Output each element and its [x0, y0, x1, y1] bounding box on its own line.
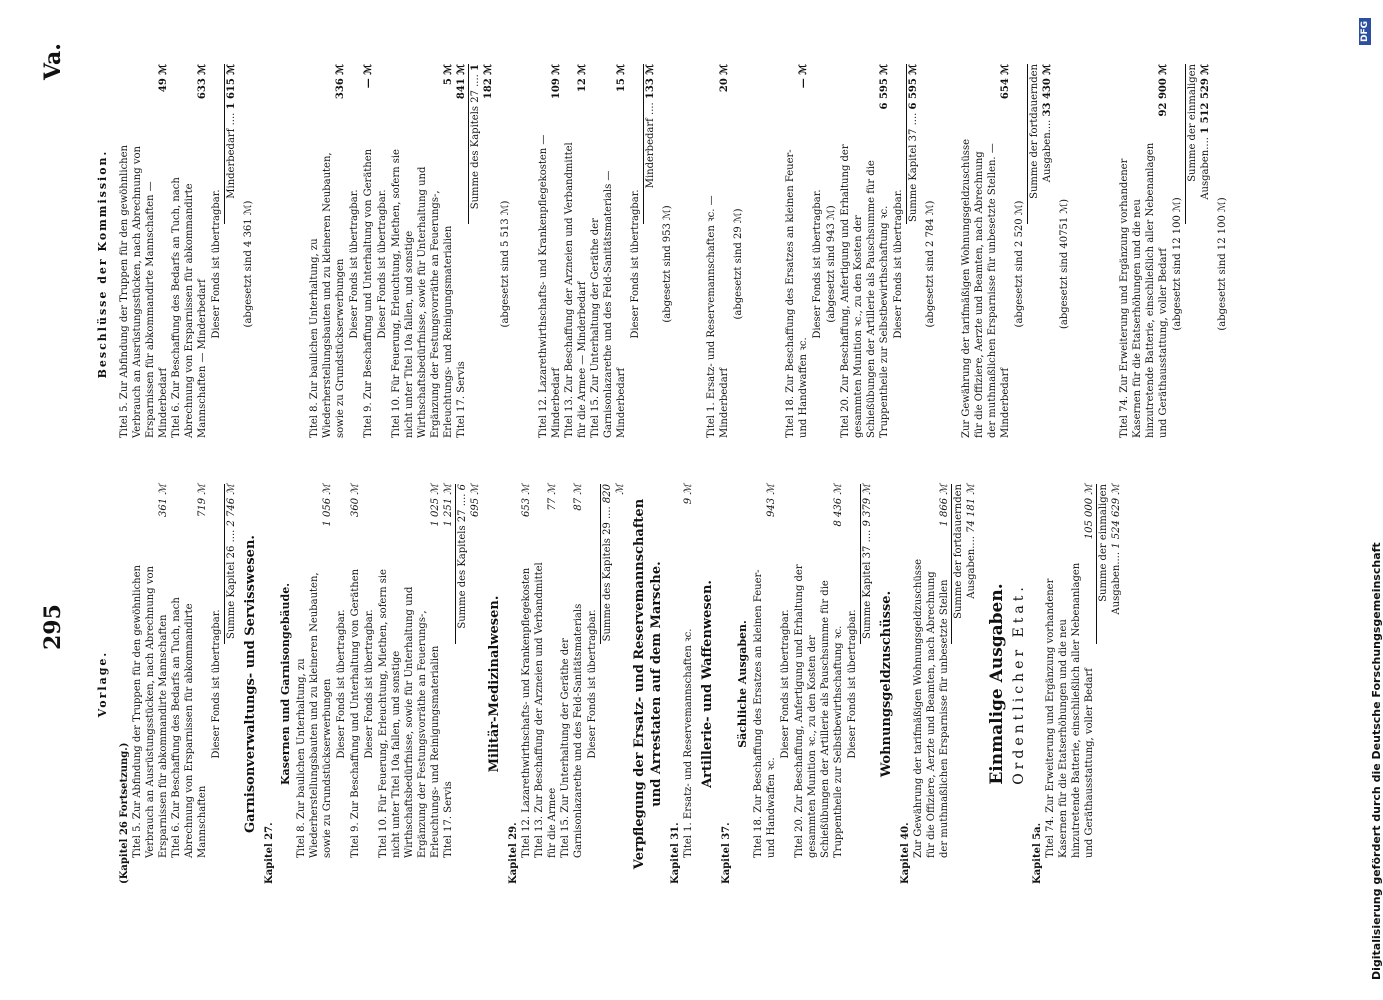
budget-entry: [308, 64, 347, 438]
entry-text: Titel 74. Zur Erweiterung und Ergänzung vorhandener Kasernen für die Etatserhöhungen und die neu hinzutretende Batterie, einschließlich aller Nebenanlagen und Geräthausstattung, voller Bedarf: [1044, 562, 1095, 858]
entry-text: Titel 1. Ersatz- und Reservemannschaften ꝛc. — Minderbedarf: [706, 195, 731, 438]
sum-amount: 820 ℳ: [602, 484, 627, 504]
chapter-heading: Kapitel 37.: [721, 822, 733, 884]
section-heading: Garnisonverwaltungs- und Servisswesen.: [243, 535, 259, 833]
entry-text: Titel 74. Zur Erweiterung und Ergänzung vorhandener Kasernen für die Etatserhöhungen und die neu hinzutretende Batterie, einschließlich aller Nebenanlagen und Geräthausstattung, voller Bedarf: [1119, 142, 1170, 438]
budget-entry: [349, 484, 362, 858]
column-title: Beschlüsse der Kommission.: [96, 149, 109, 379]
fund-note: Dieser Fonds ist übertragbar.: [630, 189, 642, 339]
entry-amount: 49 ℳ: [158, 64, 170, 93]
sum-amount: 1 512 529 ℳ: [1200, 64, 1212, 134]
entry-amount: 92 900 ℳ: [1158, 64, 1170, 117]
entry-text: Titel 18. Zur Beschaffung des Ersatzes an kleinen Feuer- und Handwaffen ꝛc.: [785, 149, 810, 438]
entry-text: Titel 13. Zur Beschaffung der Arzneien und Verbandmittel für die Armee — Minderbedarf: [564, 142, 589, 438]
budget-entry: [960, 64, 1012, 438]
entry-amount: — ℳ: [798, 64, 810, 89]
entry-amount: 336 ℳ: [335, 64, 347, 100]
fund-note: Dieser Fonds ist übertragbar.: [364, 609, 376, 759]
sum-line: [906, 64, 920, 224]
entry-amount: 9 ℳ: [683, 484, 695, 505]
entry-amount: 943 ℳ: [766, 484, 778, 517]
sum-line: [455, 484, 482, 644]
entry-text: Titel 12. Lazarethwirthschafts- und Krankenpflegekosten: [521, 567, 533, 858]
sum-label: Minderbedarf ....: [645, 102, 657, 189]
sum-label: Summe Kapitel 37 ....: [862, 529, 874, 640]
sum-amount: 74 181 ℳ: [966, 484, 978, 533]
sum-label: Summe der einmaligen Ausgaben....: [1097, 484, 1122, 615]
sum-label: Summe des Kapitels 27 ....: [457, 493, 469, 629]
deduction-note: (abgesetzt sind 943 ℳ): [826, 205, 838, 323]
entry-amount: 361 ℳ: [158, 484, 170, 517]
budget-entry: [784, 64, 810, 438]
chapter-heading: Kapitel 5a.: [1031, 822, 1043, 884]
sum-line: [224, 64, 238, 224]
section-heading: Verpflegung der Ersatz- und Reservemannschaften und Arrestaten auf dem Marsche.: [632, 498, 665, 870]
budget-entry: [170, 484, 209, 858]
sum-label: Summe der fortdauernden Ausgaben....: [953, 484, 978, 619]
entry-text: Titel 18. Zur Beschaffung des Ersatzes an kleinen Feuer- und Handwaffen ꝛc.: [753, 569, 778, 858]
deduction-note: (abgesetzt sind 5 513 ℳ): [500, 200, 512, 328]
page-number: 295: [40, 604, 66, 650]
sum-label: Summe Kapitel 37 ....: [908, 112, 920, 223]
budget-entry: [1044, 484, 1096, 858]
entry-text: Titel 8. Zur baulichen Unterhaltung, zu Wiederherstellungsbauten und zu kleineren Neubauten, sowie zu Grundstückserwerbungen: [309, 152, 347, 438]
sum-amount: 33 430 ℳ: [1042, 64, 1054, 117]
sum-amount: 9 379 ℳ: [862, 484, 874, 527]
budget-entry: [705, 64, 731, 438]
sum-label: Summe des Kapitels 29 ....: [602, 506, 614, 642]
dfg-badge: DFG: [1359, 18, 1371, 45]
sum-amount: 133 ℳ: [645, 64, 657, 100]
sum-label: Summe der fortdauernden Ausgaben....: [1029, 64, 1054, 199]
entry-amount: 1 056 ℳ: [322, 484, 334, 527]
subsection-heading: Ordentlicher Etat.: [1011, 583, 1028, 785]
entry-amount: 360 ℳ: [350, 484, 362, 517]
budget-entry: [563, 64, 589, 438]
entry-text: Titel 20. Zur Beschaffung, Anfertigung und Erhaltung der gesammten Munition ꝛc., zu den Kosten der Schießübungen der Artillerie als Pauschsumme für die Truppentheile zur Selbstbewirthschaftung ꝛc.: [794, 564, 845, 858]
fund-note: Dieser Fonds ist übertragbar.: [377, 189, 389, 339]
sum-line: [468, 64, 495, 224]
entry-amount: 105 000 ℳ: [1083, 484, 1095, 540]
entry-text: Titel 1. Ersatz- und Reservemannschaften ꝛc.: [683, 628, 695, 858]
entry-text: Titel 17. Servis: [456, 361, 468, 438]
entry-text: Titel 5. Zur Abfindung der Truppen für den gewöhnlichen Verbrauch an Ausrüstungsstücken, nach Abrechnung von Ersparnissen für abkommandirte Mannschaften: [132, 565, 170, 858]
sum-label: Minderbedarf ....: [226, 112, 238, 199]
entry-amount: 5 ℳ: [443, 64, 455, 86]
budget-entry: [589, 64, 628, 438]
sum-amount: 1 524 629 ℳ: [1110, 484, 1122, 549]
budget-entry: [520, 484, 533, 858]
budget-entry: [912, 484, 951, 858]
deduction-note: (abgesetzt sind 12 100 ℳ): [1172, 197, 1184, 331]
fund-note: Dieser Fonds ist übertragbar.: [587, 609, 599, 759]
section-heading: Wohnungsgeldzuschüsse.: [879, 590, 895, 778]
budget-entry: [455, 64, 468, 438]
entry-amount: 77 ℳ: [547, 484, 559, 511]
subsection-heading: Sächliche Ausgaben.: [736, 620, 750, 748]
budget-entry: [839, 64, 891, 438]
entry-amount: 12 ℳ: [577, 64, 589, 93]
subsection-heading: Kasernen und Garnisongebäude.: [279, 582, 293, 786]
chapter-heading: Kapitel 40.: [900, 822, 912, 884]
sum-label: Summe Kapitel 26 ....: [226, 529, 238, 640]
budget-entry: [295, 484, 334, 858]
digitization-credit: Digitalisierung gefördert durch die Deutsche Forschungsgemeinschaft: [1370, 542, 1383, 980]
section-heading: Militär-Medizinalwesen.: [487, 595, 503, 773]
budget-entry: [390, 64, 455, 438]
fund-note: Dieser Fonds ist übertragbar.: [349, 189, 361, 339]
fund-note: Dieser Fonds ist übertragbar.: [211, 609, 223, 759]
entry-text: Titel 8. Zur baulichen Unterhaltung, zu Wiederherstellungsbauten und zu kleineren Neubauten, sowie zu Grundstückserwerbungen: [296, 572, 334, 858]
kommission-column: [96, 64, 1230, 464]
deduction-note: (abgesetzt sind 4 361 ℳ): [243, 200, 255, 328]
sum-line: [951, 484, 978, 644]
entry-text: Titel 13. Zur Beschaffung der Arzneien und Verbandmittel für die Armee: [534, 562, 559, 858]
sum-amount: 6 695 ℳ: [457, 484, 482, 517]
entry-amount: 633 ℳ: [197, 64, 209, 100]
sum-label: Summe des Kapitels 27 ....: [470, 74, 482, 210]
budget-entry: [131, 484, 170, 858]
chapter-heading: Kapitel 27.: [264, 822, 276, 884]
deduction-note: (abgesetzt sind 12 100 ℳ): [1217, 197, 1229, 331]
part-label: Va.: [40, 43, 66, 80]
fund-note: Dieser Fonds ist übertragbar.: [211, 189, 223, 339]
entry-amount: 15 ℳ: [616, 64, 628, 93]
deduction-note: (abgesetzt sind 40751 ℳ): [1059, 198, 1071, 330]
entry-text: Zur Gewährung der tarifmäßigen Wohnungsgeldzuschüsse für die Offiziere, Aerzte und Beamten, nach Abrechnung der muthmaßlichen Ersparnisse für unbesetzte Stellen. — Minderbedarf: [961, 139, 1012, 438]
budget-entry: [533, 484, 559, 858]
entry-text: Titel 6. Zur Beschaffung des Bedarfs an Tuch, nach Abrechnung von Ersparnissen für abkommandirte Mannschaften — Minderbedarf: [171, 177, 209, 438]
budget-entry: [170, 64, 209, 438]
sum-line: [643, 64, 657, 224]
chapter-heading: Kapitel 31.: [670, 822, 682, 884]
chapter-heading: (Kapitel 26 Fortsetzung.): [119, 742, 131, 884]
entry-amount: 6 595 ℳ: [879, 64, 891, 110]
entry-amount: 1 251 ℳ: [443, 484, 455, 527]
entry-text: Titel 20. Zur Beschaffung, Anfertigung und Erhaltung der gesammten Munition ꝛc., zu den Kosten der Schießübungen der Artillerie als Pauschsumme für die Truppentheile zur Selbstbewirthschaftung ꝛc.: [840, 144, 891, 438]
entry-text: Titel 5. Zur Abfindung der Truppen für den gewöhnlichen Verbrauch an Ausrüstungsstücken, nach Abrechnung von Ersparnissen für abkommandirte Mannschaften — Minderbedarf: [119, 145, 170, 438]
fund-note: Dieser Fonds ist übertragbar.: [893, 189, 905, 339]
entry-amount: 20 ℳ: [719, 64, 731, 93]
budget-entry: [537, 64, 563, 438]
entry-text: Titel 15. Zur Unterhaltung der Geräthe der Garnisonlazarethe und des Feld-Sanitätsmaterials: [560, 603, 585, 858]
sum-line: [224, 484, 238, 644]
entry-text: Titel 9. Zur Beschaffung und Unterhaltung von Geräthen: [350, 568, 362, 858]
entry-text: Titel 17. Servis: [443, 781, 455, 858]
budget-entry: [682, 484, 695, 858]
sum-line: [860, 484, 874, 644]
sum-amount: 2 746 ℳ: [226, 484, 238, 527]
deduction-note: (abgesetzt sind 29 ℳ): [733, 208, 745, 320]
entry-text: Titel 10. Für Feuerung, Erleuchtung, Miethen, sofern sie nicht unter Titel 10a fallen, und sonstige Wirthschaftsbedürfnisse, sowie für Unterhaltung und Ergänzung der Festungsvorräthe an Feuerungs-, Erleuchtungs- und Reinigungsmaterialien: [378, 569, 442, 858]
budget-entry: [1118, 64, 1170, 438]
sum-amount: 1 182 ℳ: [470, 64, 495, 100]
entry-text: Titel 10. Für Feuerung, Erleuchtung, Miethen, sofern sie nicht unter Titel 10a fallen, und sonstige Wirthschaftsbedürfnisse, sowie für Unterhaltung und Ergänzung der Festungsvorräthe an Feuerungs-, Erleuchtungs- und Reinigungsmaterialien: [391, 149, 455, 438]
sum-line: [600, 484, 627, 644]
section-heading: Artillerie- und Waffenwesen.: [700, 580, 716, 788]
entry-text: Titel 12. Lazarethwirthschafts- und Krankenpflegekosten — Minderbedarf: [538, 134, 563, 438]
entry-amount: 719 ℳ: [197, 484, 209, 517]
sum-line: [1027, 64, 1054, 224]
entry-text: Titel 6. Zur Beschaffung des Bedarfs an Tuch, nach Abrechnung von Ersparnissen für abkommandirte Mannschaften: [171, 597, 209, 858]
sum-label: Summe der einmaligen Ausgaben....: [1187, 64, 1212, 200]
budget-entry: [442, 484, 455, 858]
entry-amount: 8 436 ℳ: [833, 484, 845, 527]
fund-note: Dieser Fonds ist übertragbar.: [336, 609, 348, 759]
section-heading: Einmalige Ausgaben.: [987, 583, 1008, 785]
budget-entry: [559, 484, 585, 858]
fund-note: Dieser Fonds ist übertragbar.: [780, 609, 792, 759]
sum-amount: 6 595 ℳ: [908, 64, 920, 110]
entry-text: Zur Gewährung der tarifmäßigen Wohnungsgeldzuschüsse für die Offiziere, Aerzte und Beamten, nach Abrechnung der muthmaßlichen Ersparnisse für unbesetzte Stellen: [913, 559, 951, 858]
budget-entry: [752, 484, 778, 858]
budget-entry: [362, 64, 375, 438]
budget-entry: [793, 484, 845, 858]
budget-entry: [377, 484, 442, 858]
column-title: Vorlage.: [96, 650, 109, 718]
fund-note: Dieser Fonds ist übertragbar.: [812, 189, 824, 339]
sum-line: [1185, 64, 1212, 224]
entry-amount: 1 866 ℳ: [939, 484, 951, 527]
entry-amount: 654 ℳ: [1000, 64, 1012, 100]
entry-amount: — ℳ: [363, 64, 375, 89]
entry-text: Titel 9. Zur Beschaffung und Unterhaltung von Geräthen: [363, 148, 375, 438]
entry-amount: 841 ℳ: [456, 64, 468, 100]
deduction-note: (abgesetzt sind 953 ℳ): [662, 205, 674, 323]
sum-line: [1096, 484, 1123, 644]
entry-amount: 109 ℳ: [551, 64, 563, 100]
entry-amount: 1 025 ℳ: [430, 484, 442, 527]
chapter-heading: Kapitel 29.: [508, 822, 520, 884]
fund-note: Dieser Fonds ist übertragbar.: [847, 609, 859, 759]
entry-amount: 87 ℳ: [573, 484, 585, 511]
vorlage-column: [96, 484, 1127, 884]
entry-amount: 653 ℳ: [521, 484, 533, 517]
budget-entry: [118, 64, 170, 438]
entry-text: Titel 15. Zur Unterhaltung der Geräthe der Garnisonlazarethe und des Feld-Sanitätsmaterials — Minderbedarf: [590, 170, 628, 438]
deduction-note: (abgesetzt sind 2 784 ℳ): [925, 200, 937, 328]
deduction-note: (abgesetzt sind 2 520 ℳ): [1014, 200, 1026, 328]
sum-amount: 1 615 ℳ: [226, 64, 238, 110]
